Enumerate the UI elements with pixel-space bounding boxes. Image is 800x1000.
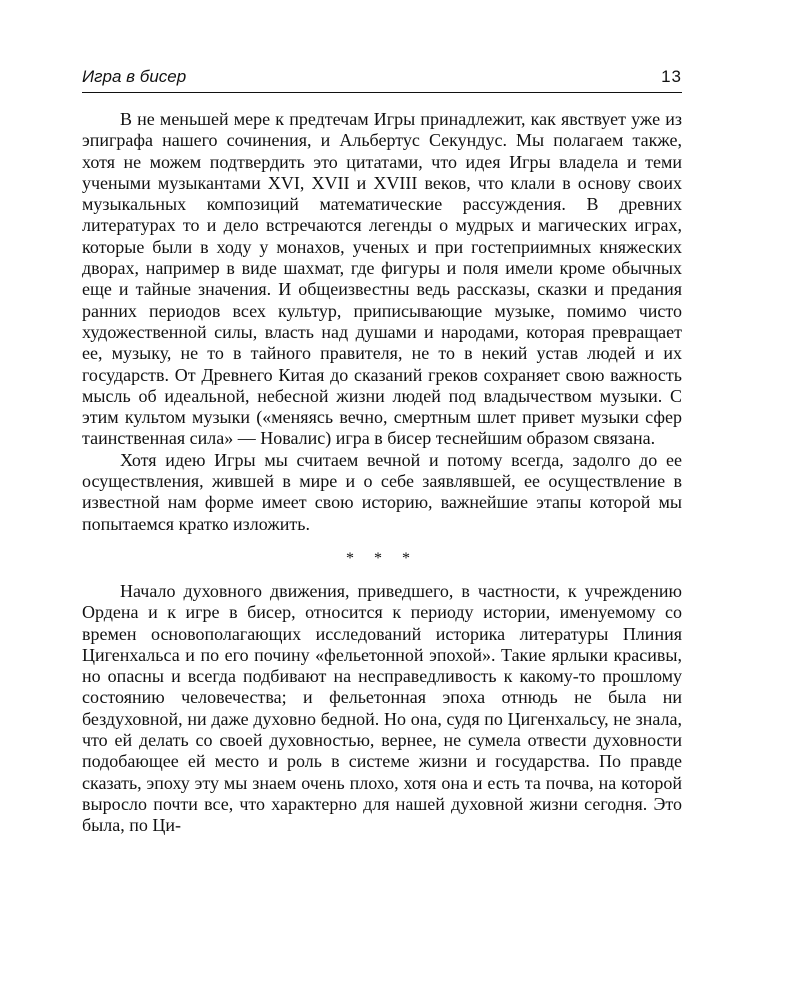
- page-number: 13: [661, 67, 682, 86]
- running-header: [82, 60, 682, 93]
- paragraph-3: Начало духовного движения, приведшего, в частности, к учреждению Ордена и к игре в бисер, относится к периоду истории, именуемому со времен основополагающих исследований историка литературы Плиния Цигенхальса и по его почину «фельетонной эпохой». Такие ярлыки красивы, но опасны и всегда подбивают на несправедливость к какому-то прошлому состоянию человечества; и фельетонная эпоха отнюдь не была ни бездуховной, ни даже духовно бедной. Но она, судя по Цигенхальсу, не знала, что ей делать со своей духовностью, вернее, не сумела отвести духовности подобающее ей место и роль в системе жизни и государства. По правде сказать, эпоху эту мы знаем очень плохо, хотя она и есть та почва, на которой выросло почти все, что характерно для нашей духовной жизни сегодня. Это была, по Ци-: [82, 580, 682, 836]
- paragraph-1: В не меньшей мере к предтечам Игры принадлежит, как явствует уже из эпиграфа нашего сочинения, и Альбертус Секундус. Мы полагаем также, хотя не можем подтвердить это цитатами, что идея Игры владела и теми учеными музыкантами XVI, XVII и XVIII веков, что клали в основу своих музыкальных композиций математические рассуждения. В древних литературах то и дело встречаются легенды о мудрых и магических играх, которые были в ходу у монахов, ученых и при гостеприимных княжеских дворах, например в виде шахмат, где фигуры и поля имели кроме обычных еще и тайные значения. И общеизвестны ведь рассказы, сказки и предания ранних периодов всех культур, приписывающие музыке, помимо чисто художественной силы, власть над душами и народами, которая превращает ее, музыку, не то в тайного правителя, не то в некий устав людей и их государств. От Древнего Китая до сказаний греков сохраняет свою важность мысль об идеальной, небесной жизни людей под владычеством музыки. С этим культом музыки («меняясь вечно, смертным шлет привет музыки сфер таинственная сила» — Новалис) игра в бисер теснейшим образом связана.: [82, 109, 682, 449]
- book-page: [82, 60, 682, 837]
- running-title: Игра в бисер: [82, 67, 187, 86]
- body-text: [82, 109, 682, 837]
- section-separator: * * *: [346, 549, 418, 567]
- paragraph-2: Хотя идею Игры мы считаем вечной и потому всегда, задолго до ее осуществления, жившей в мире и о себе заявлявшей, ее осуществление в известной нам форме имеет свою историю, важнейшие этапы которой мы попытаемся кратко изложить.: [82, 449, 682, 534]
